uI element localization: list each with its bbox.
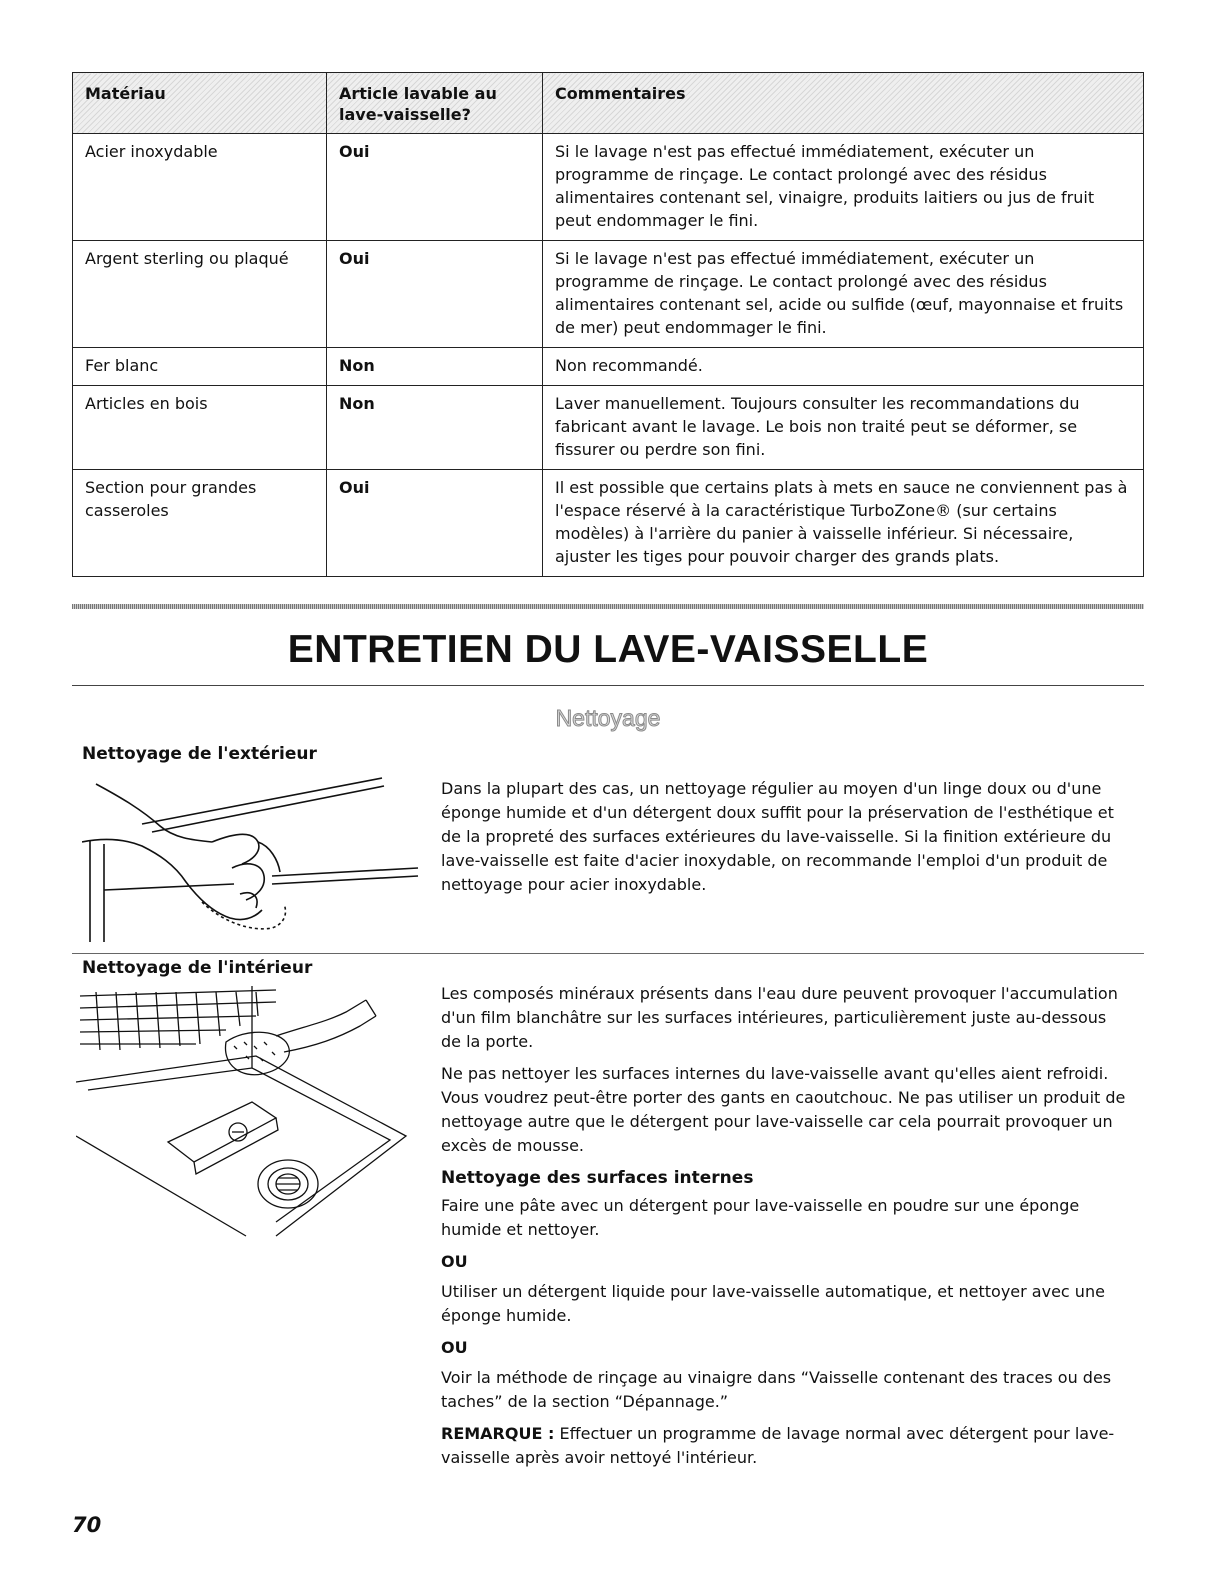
- section-divider: [72, 953, 1144, 954]
- comment-cell: Non recommandé.: [543, 348, 1144, 386]
- material-cell: Acier inoxydable: [73, 134, 327, 241]
- material-cell: Section pour grandes casseroles: [73, 470, 327, 577]
- note-text: Effectuer un programme de lavage normal avec détergent pour lave-vaisselle après avoir nettoyé l'intérieur.: [441, 1424, 1115, 1467]
- hatched-divider: [72, 604, 1144, 609]
- step-paste: Faire une pâte avec un détergent pour lave-vaisselle en poudre sur une éponge humide et nettoyer.: [441, 1196, 1080, 1239]
- internal-surfaces-heading: Nettoyage des surfaces internes: [441, 1168, 754, 1188]
- step-vinegar: Voir la méthode de rinçage au vinaigre dans “Vaisselle contenant des traces ou des taches” de la section “Dépannage.”: [441, 1368, 1112, 1411]
- interior-cleaning-illustration: [76, 986, 426, 1248]
- material-cell: Fer blanc: [73, 348, 327, 386]
- exterior-text: Dans la plupart des cas, un nettoyage régulier au moyen d'un linge doux ou d'une éponge humide et d'un détergent doux suffit pour la préservation de l'esthétique et de la propreté des surfaces extérieures du lave-vaisselle. Si la finition extérieure du lave-vaisselle est faite d'acier inoxydable, on recommande l'emploi d'un produit de nettoyage pour acier inoxydable.: [441, 779, 1114, 894]
- washable-cell: Oui: [327, 241, 543, 348]
- material-cell: Argent sterling ou plaqué: [73, 241, 327, 348]
- or-label: OU: [441, 1338, 468, 1357]
- materials-table: [72, 72, 1144, 577]
- table-row: [73, 348, 1144, 386]
- washable-cell: Non: [327, 386, 543, 470]
- section-title: ENTRETIEN DU LAVE-VAISSELLE: [287, 628, 929, 671]
- note-paragraph: [441, 1422, 1131, 1470]
- washable-cell: Oui: [327, 134, 543, 241]
- material-cell: Articles en bois: [73, 386, 327, 470]
- interior-text-block: [441, 982, 1131, 1478]
- step-liquid: Utiliser un détergent liquide pour lave-vaisselle automatique, et nettoyer avec une éponge humide.: [441, 1282, 1105, 1325]
- interior-paragraph-1: Les composés minéraux présents dans l'eau dure peuvent provoquer l'accumulation d'un film blanchâtre sur les surfaces intérieures, particulièrement juste au-dessous de la porte.: [441, 984, 1118, 1051]
- table-header-row: [73, 73, 1144, 134]
- page-number: 70: [72, 1513, 102, 1537]
- table-row: [73, 241, 1144, 348]
- comment-cell: Il est possible que certains plats à mets en sauce ne conviennent pas à l'espace réservé à la caractéristique TurboZone® (sur certains modèles) à l'arrière du panier à vaisselle inférieur. Si nécessaire, ajuster les tiges pour pouvoir charger des grands plats.: [543, 470, 1144, 577]
- exterior-heading: Nettoyage de l'extérieur: [82, 744, 317, 764]
- table-row: [73, 386, 1144, 470]
- comment-cell: Si le lavage n'est pas effectué immédiatement, exécuter un programme de rinçage. Le contact prolongé avec des résidus alimentaires contenant sel, acide ou sulfide (œuf, mayonnaise et fruits de mer) peut endommager le fini.: [543, 241, 1144, 348]
- header-washable: Article lavable au lave-vaisselle?: [327, 73, 543, 134]
- comment-cell: Si le lavage n'est pas effectué immédiatement, exécuter un programme de rinçage. Le contact prolongé avec des résidus alimentaires contenant sel, vinaigre, produits laitiers ou jus de fruit peut endommager le fini.: [543, 134, 1144, 241]
- washable-cell: Oui: [327, 470, 543, 577]
- header-comments: Commentaires: [543, 73, 1144, 134]
- section-subtitle: Nettoyage: [555, 705, 661, 731]
- table-row: [73, 134, 1144, 241]
- table-row: [73, 470, 1144, 577]
- note-label: REMARQUE :: [441, 1424, 555, 1443]
- interior-paragraph-2: Ne pas nettoyer les surfaces internes du lave-vaisselle avant qu'elles aient refroidi. Vous voudrez peut-être porter des gants en caoutchouc. Ne pas utiliser un produit de nettoyage autre que le détergent pour lave-vaisselle car cela pourrait provoquer un excès de mousse.: [441, 1064, 1126, 1155]
- interior-heading: Nettoyage de l'intérieur: [82, 958, 313, 978]
- header-material: Matériau: [73, 73, 327, 134]
- comment-cell: Laver manuellement. Toujours consulter les recommandations du fabricant avant le lavage. Le bois non traité peut se déformer, se fissurer ou perdre son fini.: [543, 386, 1144, 470]
- exterior-cleaning-illustration: [82, 772, 422, 944]
- or-label: OU: [441, 1252, 468, 1271]
- title-divider: [72, 685, 1144, 686]
- washable-cell: Non: [327, 348, 543, 386]
